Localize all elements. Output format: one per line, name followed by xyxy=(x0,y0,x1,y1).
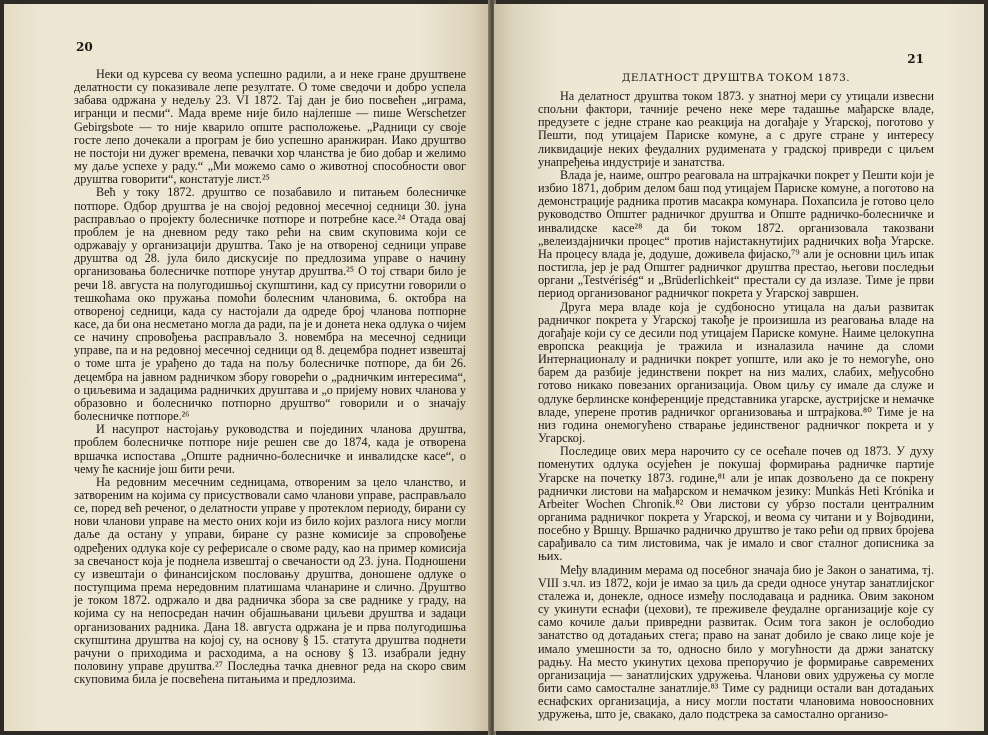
page-number-right: 21 xyxy=(907,52,924,66)
paragraph: Друга мера владе која је судбоносно утицала на даљи развитак радничког покрета у Угарској такође је произишла из реаговања владе на догађаје који су се десили под утицајем Париске комуне. Наиме целокупна европска реакција је тражила и изналазила начине да сломи Интернационалу и раднички покрет уопште, или ако је то немогуће, оно барем да разбије јединствени покрет на низ малих, слабих, међусобно готово никако повезаних организација. Овом циљу су имале да служе и одлуке берлинске конференције представника угарске, аустријске и немачке владе, уперене против радничког организовања и штрајкова.⁸⁰ Тиме је на низ година онемогућено стварање јединственог радничког покрета и у Угарској. xyxy=(538,299,934,446)
paragraph: Већ у току 1872. друштво се позабавило и питањем болесничке потпоре. Одбор друштва је на својој редовној месечној седници 30. јуна расправљао о пројекту болесничке потпоре и потребне касе.²⁴ Отада овај проблем је на дневном реду тако рећи на свим скуповима који се одржавају у организацији друштва. Тако је на отвореној седници управе друштва од 28. јула било дискусије по предлозима управе о начину организовања болесничке потпоре унутар друштва.²⁵ О тој ствари било је речи 18. августа на полугодишњој скупштини, кад су присутни говорили о тешкоћама око пружања помоћи болесним члановима, 6. октобра на отвореној седници, када су настојали да одреде број чланова потпорне касе, да би она несметано могла да ради, па је и донета нека одлука о чијем се начину спровођења расправљало 3. новембра на месечној седници управе, па и на редовној месечној седници од 8. децембра поднет извештај о томе шта је урађено до тада на пољу болесничке потпоре, да би 26. децембра на јавном радничком збору говорећи о „радничким интересима“, о циљевима и задацима радничких друштава и „о пријему нових чланова у образовно и болесничко потпорно друштво“ говорили и о значају болесничке потпоре.²⁶ xyxy=(74,185,467,424)
right-page-body xyxy=(538,90,934,722)
left-page-body xyxy=(74,68,466,686)
page-number-left: 20 xyxy=(76,40,93,54)
section-heading: ДЕЛАТНОСТ ДРУШТВА ТОКОМ 1873. xyxy=(621,72,851,84)
paragraph: На делатност друштва током 1873. у знатној мери су утицали извесни спољни фактори, тачније речено неке мере тадашње мађарске владе, предузете с једне стране као реакција на догађаје у Угарској, поготово у Пешти, под утицајем Париске комуне, а с друге стране у интересу ликвидације неких феудалних рудимената у градској привреди с циљем унапређења индустрије и занатства. xyxy=(538,89,934,169)
paragraph: Последице ових мера нарочито су се осећале почев од 1873. У духу поменутих одлука осујећен је покушај формирања радничке партије Угарске на почетку 1873. године,⁸¹ али је ипак дозвољено да се покрену раднички листови на мађарском и немачком језику: Munkás Heti Krónika и Arbeiter Wochen Chronik.⁸² Ови листови су убрзо постали централним органима радничког покрета у Угарској, и веома су читани и у Војводини, посебно у Вршцу. Вршачко радничко друштво је тако рећи од првих бројева сарађивало са тим листовима, чак је имало и свог сталног дописника за њих. xyxy=(538,444,934,564)
paragraph: Међу владиним мерама од посебног значаја био је Закон о занатима, тј. VIII з.чл. из 1872, који је имао за циљ да среди односе унутар занатлијског сталежа и, донекле, односе између послодаваца и радника. Овим законом су укинути еснафи (цехови), те преживеле феудалне организације које су само кочиле даљи привредни развитак. Осим тога закон је ослободио занатство од дотадањих стега; право на занат добило је свако лице које је имало умешности за то, односно било у могућности да држи занатску радњу. На место укинутих цехова препоручио је формирање савремених организација — занатлијских удружења. Чланови ових удружења су могле бити само самосталне занатлије.⁸³ Тиме су радници остали ван дотадањих еснафских организација, а нису могли постати члановима новоосновних удружења, што је, свакако, дало подстрека за самостално организо- xyxy=(538,562,934,722)
left-page xyxy=(4,4,490,731)
paragraph: На редовним месечним седницама, отвореним за цело чланство, и затвореним на којима су присуствовали само чланови управе, расправљало се, поред већ реченог, о делатности управе у протеклом периоду, бирани су нови чланови управе на место оних који из било којих разлога нису могли даље да остану у управи, биране су разне комисије за спровођење одређених одлука које су реферисале о своме раду, као на пример комисија за свечаност која је поднела извештај о свечаности од 23. јуна. Подношени су извештаји о финансијском пословању друштва, доношене одлуке о поступцима према нередовним платишама чланарине и слично. Друштво је током 1872. одржало и два радничка збора за све раднике у граду, на којима су на непосредан начин објашњавани циљеви друштва и задаци организованих радника. Дана 18. августа одржана је и прва полугодишња скупштина друштва на којој су, на основу § 15. статута друштва поднети рачуни о приходима и расходима, а на основу § 13. изабрали једну половину управе друштва.²⁷ Последња тачка дневног реда на скоро свим скуповима била је посвећена питањима и предлозима. xyxy=(74,474,466,687)
paragraph: Неки од курсева су веома успешно радили, а и неке гране друштвене делатности су показивале лепе резултате. О томе сведочи и добро успела забава одржана у недељу 23. VI 1872. Тај дан је био посвећен „играма, игранци и песми“. Мада време није било најлепше — пише Werschetzer Gebirgsbote — то није кварило опште расположење. „Радници су своје госте лепо дочекали а програм је био успешно аранжиран. Иако друштво не постоји ни дужег времена, певачки хор чланства је био добар и желимо му даље успехе у раду.“ „Ми можемо само о животној способности овог друштва говорити“, констатује лист.²⁵ xyxy=(74,67,466,187)
paragraph: И насупрот настојању руководства и појединих чланова друштва, проблем болесничке потпоре није решен све до 1874, када је отворена вршачка испостава „Опште раднично-болесничке и инвалидске касе“, о чему ће касније још бити речи. xyxy=(74,422,466,476)
paragraph: Влада је, наиме, оштро реаговала на штрајкачки покрет у Пешти који је избио 1871, добрим делом баш под утицајем Париске комуне, а поготово на демонстрације радника против масакра комунара. Похапсила је готово цело руководство Општег радничког друштва и Опште радничко-болесничке и инвалидске касе²⁸ да би током 1872. организовала такозвани „велеиздајнички процес“ против најистакнутијих радничких вођа Угарске. На процесу влада је, додуше, доживела фијаско,⁷⁹ али је основни циљ ипак постигла, јер је рад Општег радничког друштва престао, његови последњи органи „Testvériség“ и „Brüderlichkeit“ престали су да излазе. Тиме је први период организованог радничког покрета у Угарској завршен. xyxy=(538,167,934,301)
right-page xyxy=(494,4,984,731)
